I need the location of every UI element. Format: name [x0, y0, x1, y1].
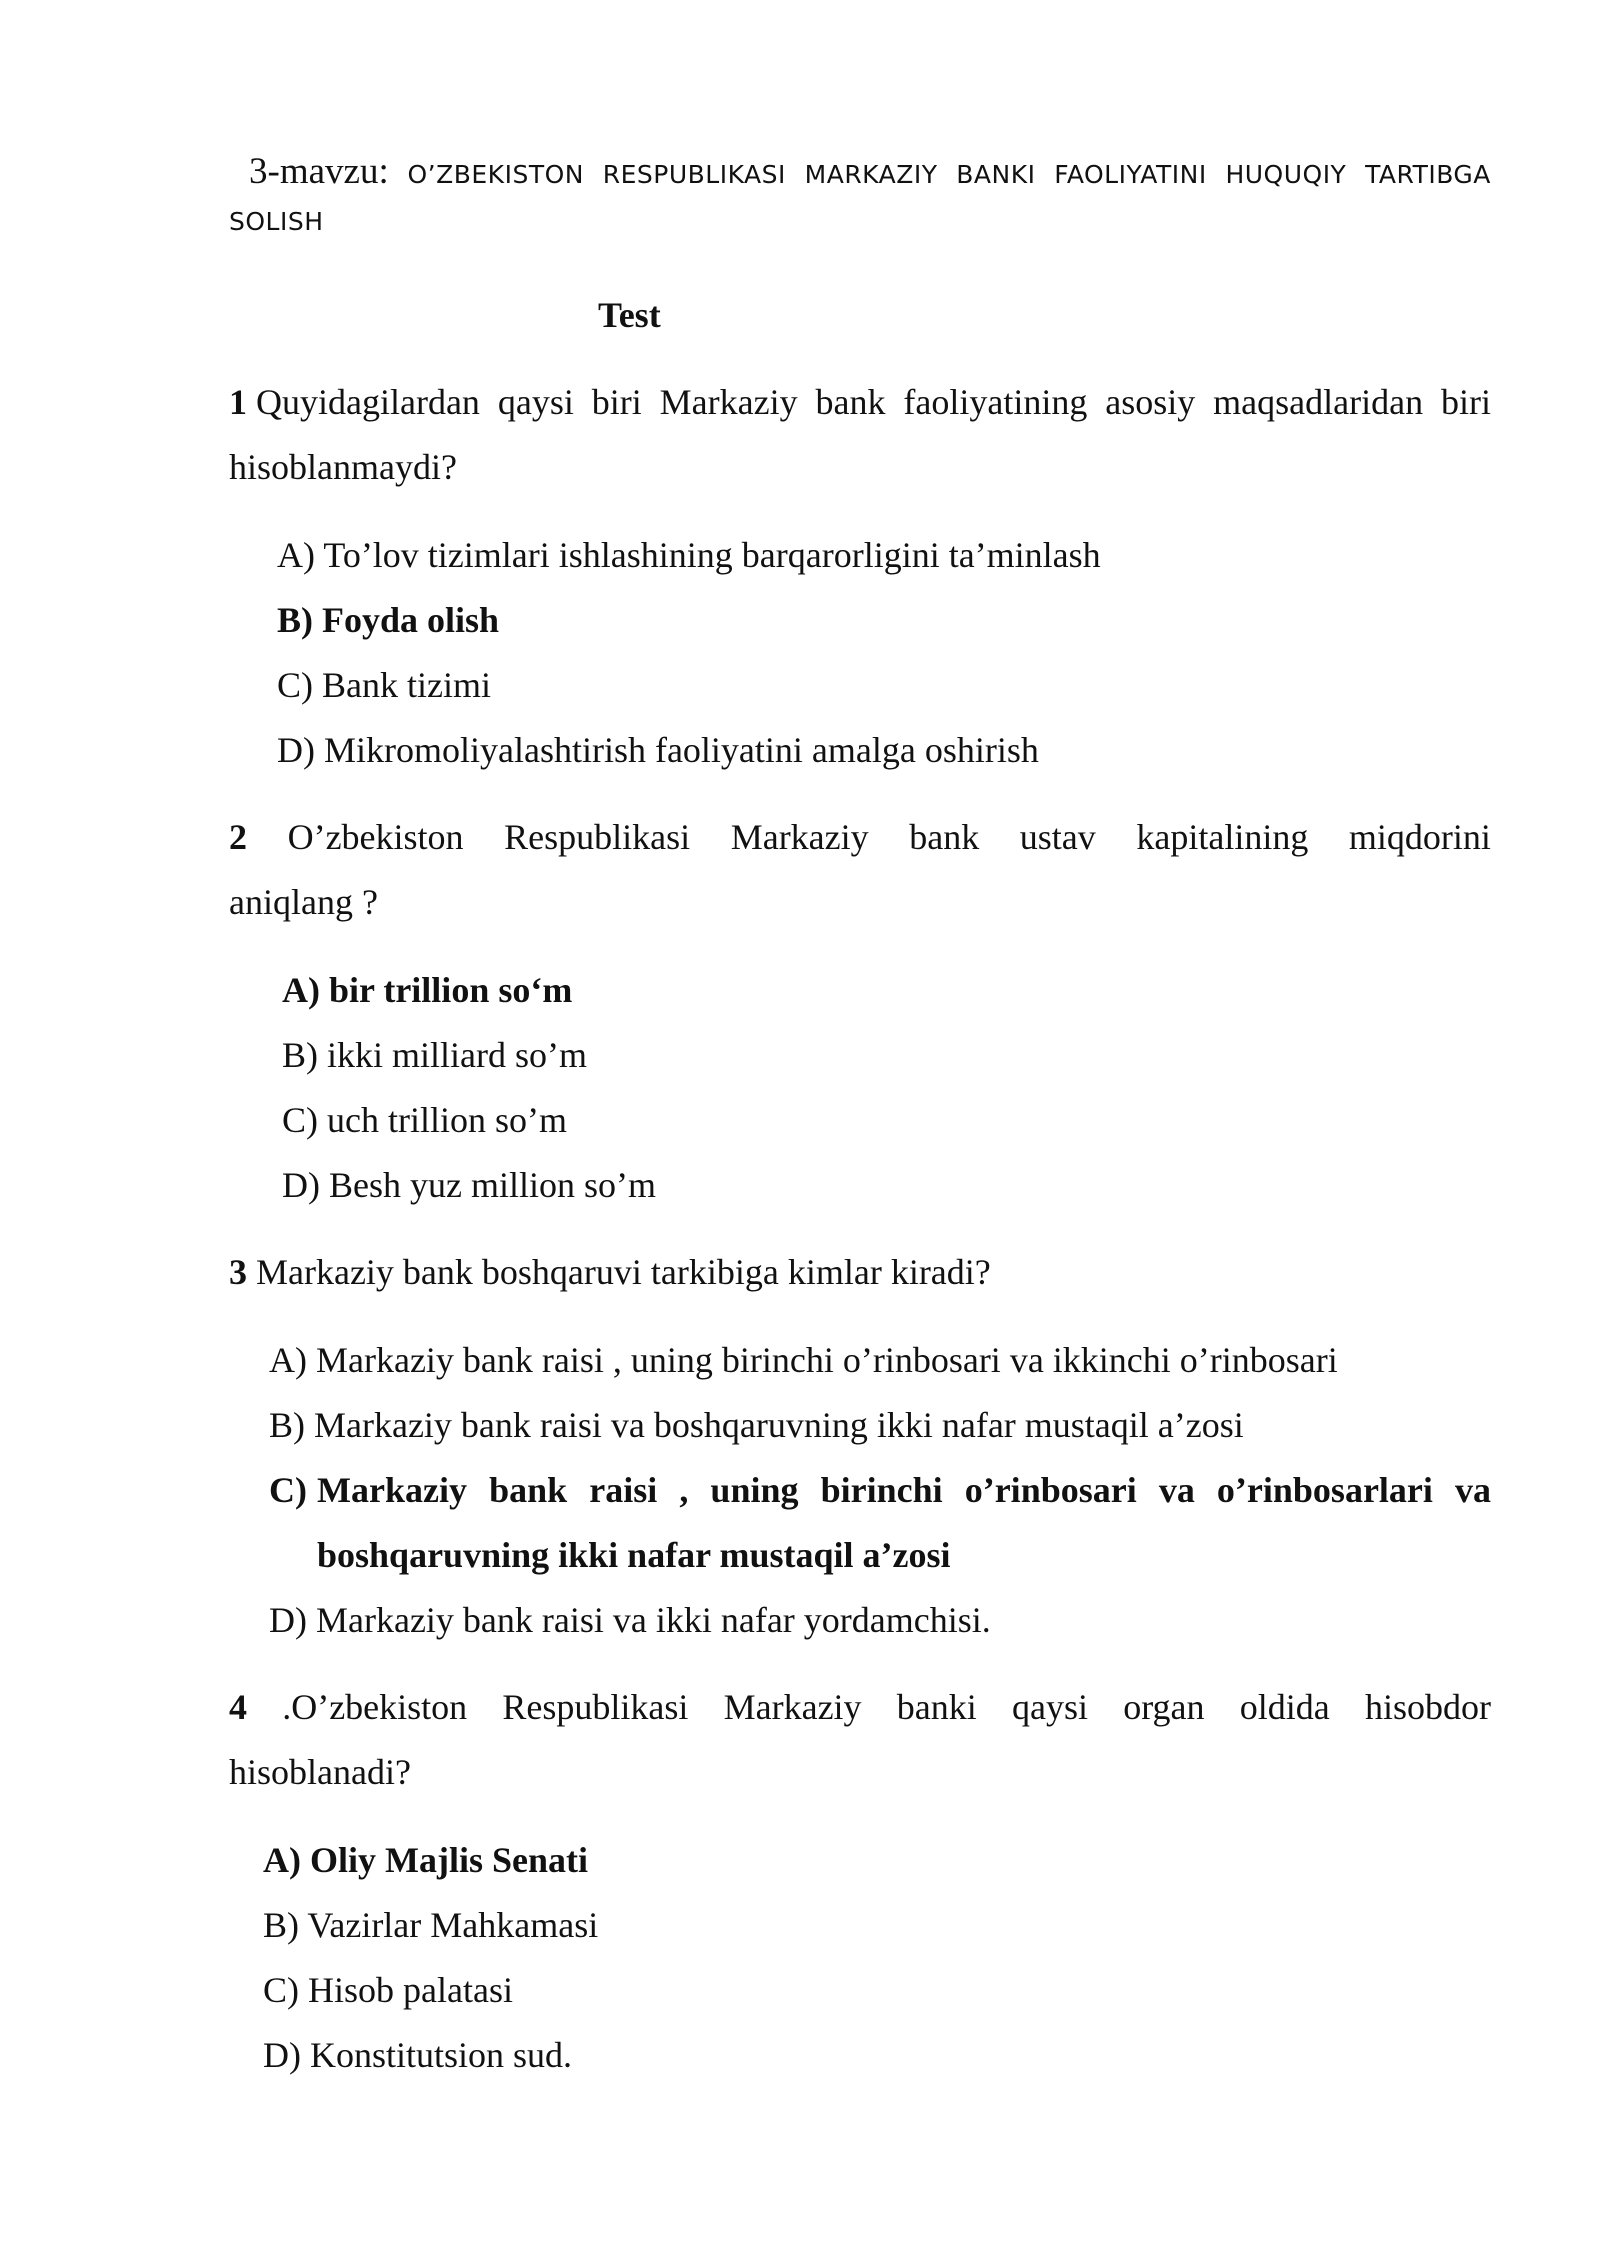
- options-q4: [263, 1828, 598, 2088]
- option-b[interactable]: B) Vazirlar Mahkamasi: [263, 1905, 599, 1945]
- question-word: asosiy: [1105, 382, 1196, 422]
- question-word: maqsadlaridan: [1213, 382, 1424, 422]
- question-word: bank: [909, 817, 980, 857]
- question-line-2: hisoblanmaydi?: [229, 447, 457, 487]
- question-word: .O’zbekiston: [282, 1687, 468, 1727]
- question-1: [229, 370, 1491, 500]
- heading-word: RESPUBLIKASI: [602, 160, 786, 189]
- option-word: bank: [489, 1470, 568, 1510]
- heading-word: MARKAZIY: [804, 160, 938, 189]
- question-word: ustav: [1019, 817, 1096, 857]
- option-a-correct[interactable]: A) bir trillion so‘m: [282, 970, 573, 1010]
- question-text: Markaziy bank boshqaruvi tarkibiga kimlar kiradi?: [256, 1252, 991, 1292]
- heading-word: FAOLIYATINI: [1054, 160, 1207, 189]
- question-word: Quyidagilardan: [256, 382, 480, 422]
- option-c[interactable]: C) Hisob palatasi: [263, 1970, 513, 2010]
- question-number: 3: [229, 1252, 247, 1292]
- option-a[interactable]: A) Markaziy bank raisi , uning birinchi o’rinbosari va ikkinchi o’rinbosari: [269, 1340, 1338, 1380]
- question-word: Respublikasi: [504, 817, 691, 857]
- question-word: banki: [896, 1687, 977, 1727]
- question-2: [229, 805, 1491, 935]
- question-word: O’zbekiston: [287, 817, 464, 857]
- question-word: oldida: [1239, 1687, 1330, 1727]
- option-c-correct[interactable]: [269, 1458, 1491, 1588]
- option-label: C): [269, 1470, 307, 1510]
- question-3: [229, 1240, 1491, 1305]
- question-word: qaysi: [497, 382, 574, 422]
- heading-word: HUQUQIY: [1225, 160, 1347, 189]
- options-q1: [277, 523, 1101, 783]
- option-word: va: [1158, 1470, 1195, 1510]
- option-word: o’rinbosarlari: [1216, 1470, 1433, 1510]
- option-word: birinchi: [820, 1470, 943, 1510]
- question-word: Markaziy: [730, 817, 869, 857]
- option-d[interactable]: D) Mikromoliyalashtirish faoliyatini amalga oshirish: [277, 730, 1039, 770]
- heading-line-2: SOLISH: [229, 207, 324, 236]
- options-q2: [282, 958, 656, 1218]
- question-word: faoliyatining: [903, 382, 1088, 422]
- option-word: o’rinbosari: [964, 1470, 1137, 1510]
- heading-word: O’ZBEKISTON: [407, 160, 584, 189]
- option-d[interactable]: D) Markaziy bank raisi va ikki nafar yordamchisi.: [269, 1600, 991, 1640]
- question-line-2: hisoblanadi?: [229, 1752, 411, 1792]
- option-word: Markaziy: [317, 1470, 467, 1510]
- question-word: hisobdor: [1364, 1687, 1491, 1727]
- option-c[interactable]: C) uch trillion so’m: [282, 1100, 567, 1140]
- option-d[interactable]: D) Konstitutsion sud.: [263, 2035, 573, 2075]
- heading-line-1: [229, 150, 1491, 193]
- question-word: organ: [1123, 1687, 1205, 1727]
- question-word: bank: [815, 382, 886, 422]
- question-line-2: aniqlang ?: [229, 882, 378, 922]
- option-word: va: [1455, 1470, 1491, 1510]
- option-line-2: boshqaruvning ikki nafar mustaqil a’zosi: [317, 1535, 951, 1575]
- question-word: Markaziy: [659, 382, 798, 422]
- question-word: biri: [1441, 382, 1491, 422]
- heading-word: BANKI: [956, 160, 1036, 189]
- question-word: kapitalining: [1136, 817, 1309, 857]
- question-number: 4: [229, 1687, 247, 1727]
- test-title: Test: [598, 295, 661, 335]
- option-b[interactable]: B) Markaziy bank raisi va boshqaruvning ikki nafar mustaqil a’zosi: [269, 1405, 1244, 1445]
- options-q3: [269, 1328, 1491, 1653]
- option-b-correct[interactable]: B) Foyda olish: [277, 600, 500, 640]
- question-word: miqdorini: [1348, 817, 1491, 857]
- question-word: qaysi: [1011, 1687, 1088, 1727]
- heading-word: TARTIBGA: [1365, 160, 1491, 189]
- option-b[interactable]: B) ikki milliard so’m: [282, 1035, 587, 1075]
- option-word: ,: [679, 1470, 689, 1510]
- topic-number: 3-mavzu:: [249, 151, 389, 192]
- option-a-correct[interactable]: A) Oliy Majlis Senati: [263, 1840, 588, 1880]
- question-word: Markaziy: [723, 1687, 862, 1727]
- option-a[interactable]: A) To’lov tizimlari ishlashining barqarorligini ta’minlash: [277, 535, 1101, 575]
- question-4: [229, 1675, 1491, 1805]
- topic-heading: [229, 150, 1491, 236]
- question-number: 1: [229, 382, 247, 422]
- question-number: 2: [229, 817, 247, 857]
- question-word: biri: [591, 382, 642, 422]
- option-word: raisi: [589, 1470, 658, 1510]
- question-word: Respublikasi: [502, 1687, 689, 1727]
- option-d[interactable]: D) Besh yuz million so’m: [282, 1165, 656, 1205]
- option-c[interactable]: C) Bank tizimi: [277, 665, 491, 705]
- option-word: uning: [710, 1470, 799, 1510]
